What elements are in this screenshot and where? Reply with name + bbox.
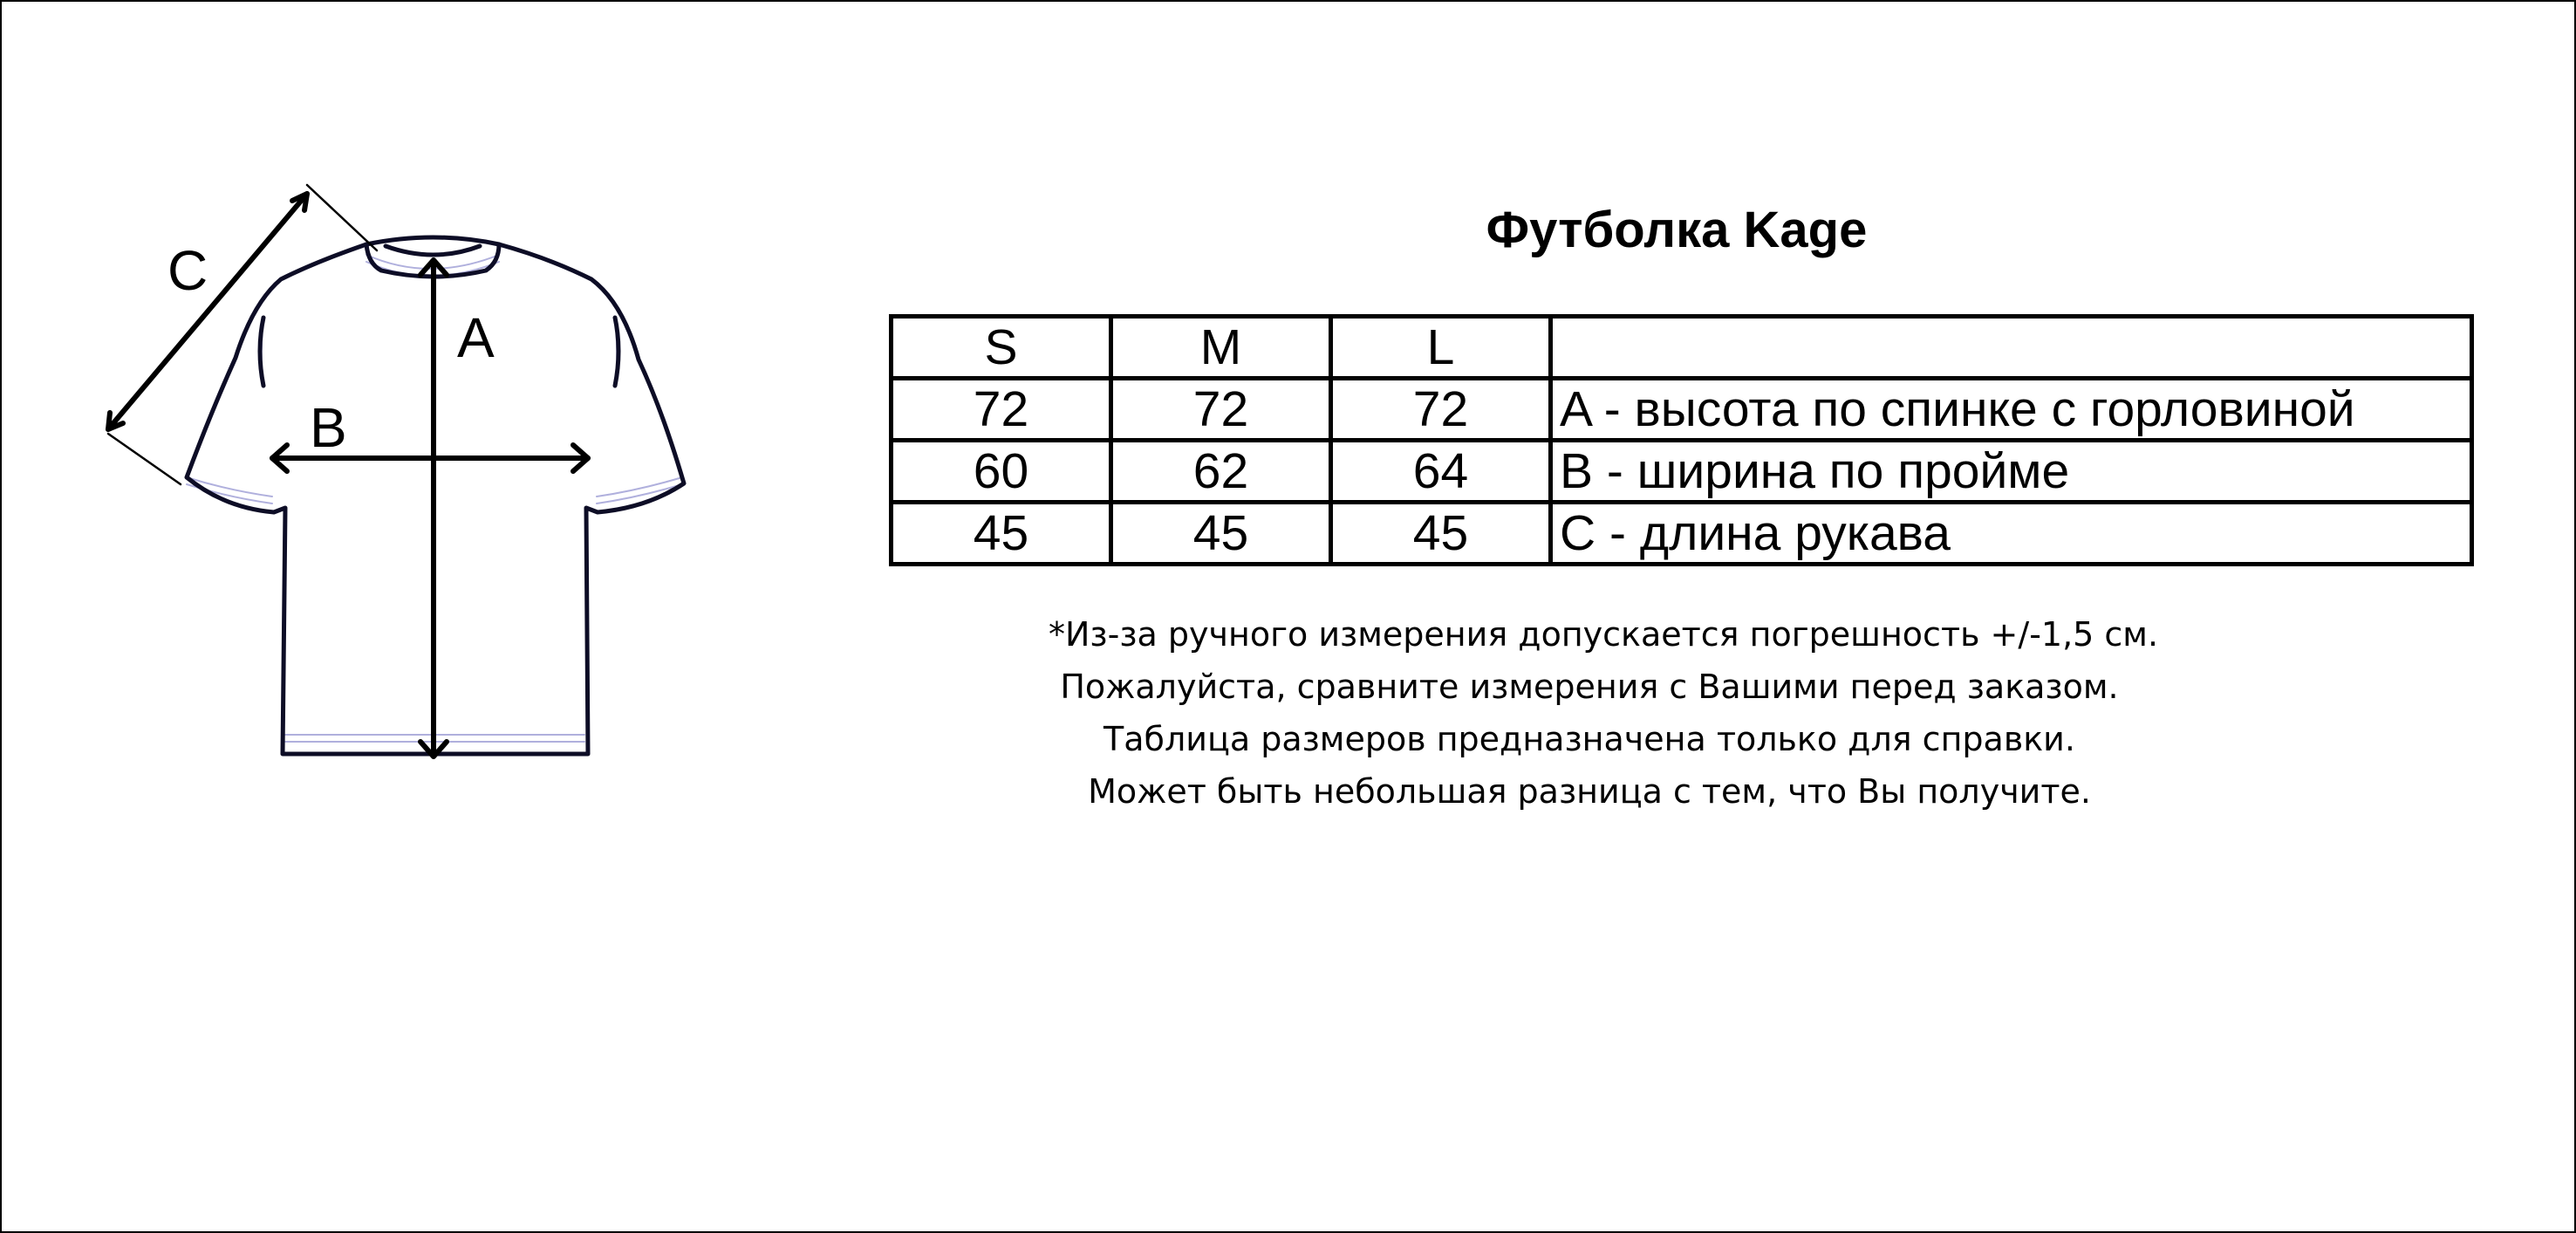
label-a: A [457, 306, 495, 369]
table-cell: 45 [892, 503, 1111, 565]
table-row [892, 503, 2472, 565]
table-header-row [892, 317, 2472, 379]
header-cell: M [1111, 317, 1331, 379]
table-cell: 62 [1111, 441, 1331, 503]
table-cell-description: B - ширина по пройме [1551, 441, 2472, 503]
note-line: *Из-за ручного измерения допускается погрешность +/-1,5 см. [1049, 615, 2159, 654]
table-cell: 72 [1331, 379, 1551, 441]
note-line: Пожалуйста, сравните измерения с Вашими перед заказом. [1060, 668, 2119, 706]
table-cell: 45 [1111, 503, 1331, 565]
table-cell: 72 [1111, 379, 1331, 441]
table-cell: 64 [1331, 441, 1551, 503]
table-cell-description: A - высота по спинке с горловиной [1551, 379, 2472, 441]
table-cell: 60 [892, 441, 1111, 503]
header-cell: S [892, 317, 1111, 379]
disclaimer-notes [1049, 608, 2159, 818]
tshirt-diagram [85, 172, 713, 783]
page-title: Футболка Kage [1486, 202, 1868, 258]
table-row [892, 441, 2472, 503]
note-line: Может быть небольшая разница с тем, что Вы получите. [1088, 772, 2091, 811]
label-c: C [167, 239, 208, 302]
note-line: Таблица размеров предназначена только для справки. [1104, 720, 2075, 758]
header-cell: L [1331, 317, 1551, 379]
table-cell: 45 [1331, 503, 1551, 565]
table-cell-description: C - длина рукава [1551, 503, 2472, 565]
header-cell [1551, 317, 2472, 379]
label-b: B [310, 396, 347, 459]
table-cell: 72 [892, 379, 1111, 441]
table-row [892, 379, 2472, 441]
size-table [889, 314, 2474, 566]
